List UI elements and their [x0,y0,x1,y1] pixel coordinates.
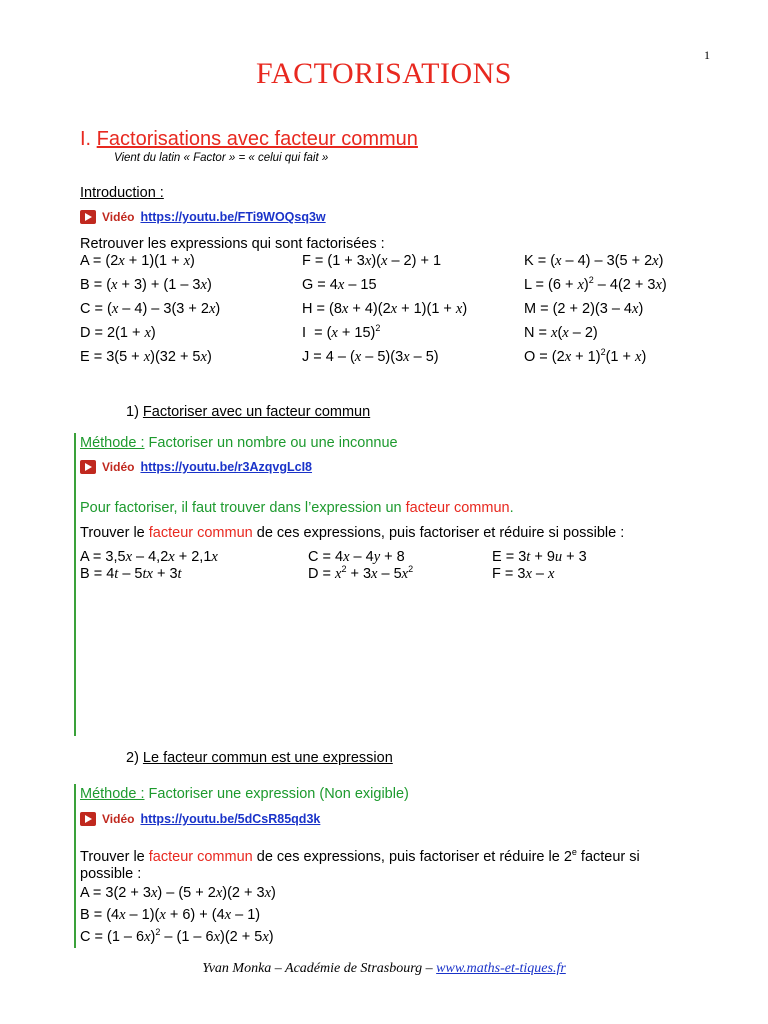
method2-video-row [80,812,320,826]
expression-c: C = (x – 4) – 3(3 + 2x) [80,301,221,317]
exercise2-b: B = (4x – 1)(x + 6) + (4x – 1) [80,907,261,923]
introduction-label: Introduction : [80,185,164,201]
exercise1-a: A = 3,5x – 4,2x + 2,1x [80,549,218,565]
task-highlight: facteur commun [148,849,253,865]
intro-video-row [80,210,326,224]
task-highlight: facteur commun [148,525,253,541]
method2-task-line2: possible : [80,866,142,882]
task-text-mid: de ces expressions, puis factoriser et réduire le 2 [252,849,572,865]
play-video-icon [80,812,96,826]
tip-text: Pour factoriser, il faut trouver dans l’expression un [80,500,406,516]
section-numeral: I. [80,128,97,150]
expression-e: E = 3(5 + x)(32 + 5x) [80,349,212,365]
part2-heading [126,750,393,766]
expression-g: G = 4x – 15 [302,277,377,293]
part1-number: 1) [126,404,143,420]
part1-title: Factoriser avec un facteur commun [142,404,371,420]
expression-o: $O = (2x + 1)^2(1 + x)$ [524,347,647,365]
section-heading [80,128,418,151]
play-video-icon [80,210,96,224]
video-label: Vidéo [102,460,135,474]
task-text: Trouver le [80,849,149,865]
intro-prompt: Retrouver les expressions qui sont factorisées : [80,236,385,252]
exercise1-b: B = 4t – 5tx + 3t [80,566,182,582]
etymology-note: Vient du latin « Factor » = « celui qui fait » [114,152,329,164]
exercise1-f: F = 3x – x [492,566,555,582]
page-title: FACTORISATIONS [256,57,512,90]
expression-i: $I = (x + 15)^2$ [302,323,381,341]
tip-highlight: facteur commun [405,500,510,516]
task-text-end: facteur si [576,849,640,865]
method2-line [80,786,409,802]
part2-number: 2) [126,750,143,766]
method1-task [80,525,624,541]
method2-task [80,849,640,865]
method2-text: Factoriser une expression (Non exigible) [144,786,409,802]
expression-k: K = (x – 4) – 3(5 + 2x) [524,253,664,269]
task-text: Trouver le [80,525,149,541]
exercise1-c: C = 4x – 4y + 8 [308,549,405,565]
page-number: 1 [704,48,710,62]
exercise1-d: $D = x^2 + 3x - 5x^2$ [308,564,414,582]
method1-video-link[interactable]: https://youtu.be/r3AzqvgLcI8 [140,460,313,474]
expression-m: M = (2 + 2)(3 – 4x) [524,301,644,317]
part1-heading [126,404,370,420]
expression-l: $L = (6 + x)^2 - 4(2 + 3x)$ [524,275,667,293]
method1-video-row [80,460,312,474]
footer-author: Yvan Monka – Académie de Strasbourg – [202,961,437,976]
method1-bar [74,433,76,736]
expression-f: F = (1 + 3x)(x – 2) + 1 [302,253,442,269]
method1-line [80,435,398,451]
expression-h: H = (8x + 4)(2x + 1)(1 + x) [302,301,468,317]
task-superscript: e [571,847,577,857]
method2-label: Méthode : [80,786,145,802]
task-text-end: de ces expressions, puis factoriser et réduire si possible : [252,525,625,541]
expression-j: J = 4 – (x – 5)(3x – 5) [302,349,439,365]
exercise2-c: C = (1 – 6x)$^2$ – (1 – 6x)(2 + 5x) [80,927,274,945]
exercise2-a: A = 3(2 + 3x) – (5 + 2x)(2 + 3x) [80,885,276,901]
footer [0,961,768,977]
expression-a: A = (2x + 1)(1 + x) [80,253,195,269]
play-video-icon [80,460,96,474]
expression-n: N = x(x – 2) [524,325,598,341]
method2-video-link[interactable]: https://youtu.be/5dCsR85qd3k [140,812,321,826]
method1-text: Factoriser un nombre ou une inconnue [144,435,398,451]
expression-b: B = (x + 3) + (1 – 3x) [80,277,212,293]
expression-d: D = 2(1 + x) [80,325,156,341]
intro-video-link[interactable]: https://youtu.be/FTi9WOQsq3w [140,210,326,224]
method1-tip [80,500,514,516]
part2-title: Le facteur commun est une expression [142,750,393,766]
method2-bar [74,784,76,948]
section-title: Factorisations avec facteur commun [96,128,418,150]
method1-label: Méthode : [80,435,145,451]
footer-website-link[interactable]: www.maths-et-tiques.fr [436,961,566,976]
tip-end: . [509,500,514,516]
exercise1-e: E = 3t + 9u + 3 [492,549,587,565]
video-label: Vidéo [102,812,135,826]
video-label: Vidéo [102,210,135,224]
